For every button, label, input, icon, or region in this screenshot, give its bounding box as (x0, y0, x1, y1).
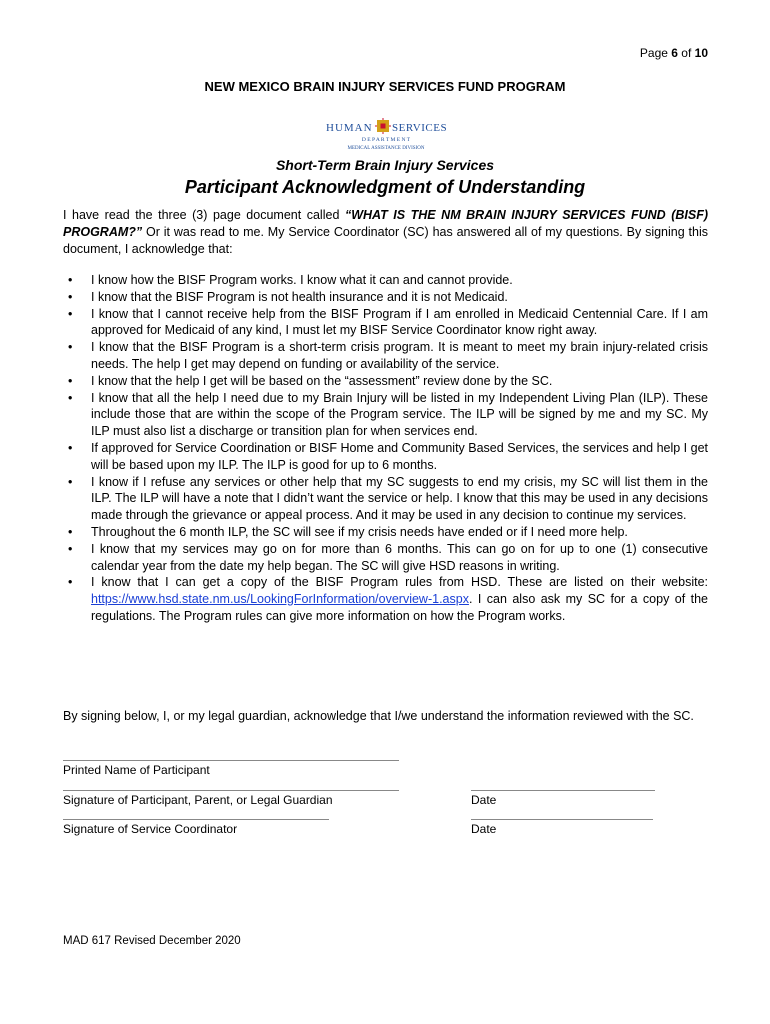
program-title: NEW MEXICO BRAIN INJURY SERVICES FUND PROGRAM (204, 79, 566, 94)
page-of: of (677, 46, 695, 60)
participant-signature-line[interactable] (63, 790, 399, 791)
list-item: • I know how the BISF Program works. I know what it can and cannot provide. (63, 272, 708, 289)
date-line-2[interactable] (471, 819, 653, 820)
form-footer: MAD 617 Revised December 2020 (63, 935, 241, 947)
list-item: • Throughout the 6 month ILP, the SC will see if my crisis needs have ended or if I need more help. (63, 524, 708, 541)
acknowledgment-list (63, 272, 708, 625)
intro-paragraph (63, 207, 708, 257)
logo-text-division: MEDICAL ASSISTANCE DIVISION (347, 146, 425, 151)
list-item: • I know that the BISF Program is a short-term crisis program. It is meant to meet my brain injury-related crisis needs. The help I get may depend on funding or availability of the service. (63, 339, 708, 373)
list-item: • I know that I cannot receive help from the BISF Program if I am enrolled in Medicaid Centennial Care. If I am approved for Medicaid of any kind, I must let my BISF Service Coordinator know right away. (63, 306, 708, 340)
rules-before: I know that I can get a copy of the BISF Program rules from HSD. These are listed on their website: (91, 575, 708, 590)
logo-text-department: D E P A R T M E N T (361, 137, 411, 143)
date-line-1[interactable] (471, 790, 655, 791)
coordinator-signature-line[interactable] (63, 819, 329, 820)
participant-signature-label: Signature of Participant, Parent, or Legal Guardian (63, 793, 333, 807)
hsd-rules-link[interactable]: https://www.hsd.state.nm.us/LookingForInformation/overview-1.aspx (91, 592, 469, 607)
list-item: • I know that the help I get will be based on the “assessment” review done by the SC. (63, 373, 708, 390)
page-current: 6 (671, 46, 678, 60)
hsd-logo (322, 118, 450, 154)
list-item: • I know if I refuse any services or other help that my SC suggests to end my crisis, my SC will list them in the ILP. The ILP will have a note that I didn’t want the service or help. I know that this may be used in any decisions made through the grievance or appeal process. And it may be used in any decision to continue my services. (63, 474, 708, 524)
date-label-1: Date (471, 793, 497, 807)
zia-sun-icon (375, 118, 391, 134)
list-item: • If approved for Service Coordination or BISF Home and Community Based Services, the services and help I get will be based upon my ILP. The ILP is good for up to 6 months. (63, 440, 708, 474)
page-prefix: Page (639, 46, 672, 60)
page-number (640, 46, 708, 60)
document-title: Participant Acknowledgment of Understanding (184, 177, 586, 197)
page-total: 10 (694, 46, 708, 60)
printed-name-line[interactable] (63, 760, 399, 761)
intro-before: I have read the three (3) page document called (63, 208, 345, 222)
document-subtitle: Short-Term Brain Injury Services (275, 157, 495, 173)
intro-after: Or it was read to me. My Service Coordinator (SC) has answered all of my questions. By signing this document, I acknowledge that: (63, 224, 708, 256)
list-item: • I know that all the help I need due to my Brain Injury will be listed in my Independent Living Plan (ILP). These include those that are within the scope of the Program service. The ILP will be signed by me and my SC. My ILP must also list a discharge or transition plan for when services end. (63, 390, 708, 440)
list-item: • I know that my services may go on for more than 6 months. This can go on for up to one (1) consecutive calendar year from the date my help began. The SC will give HSD reasons in writing. (63, 541, 708, 575)
logo-text-human: HUMAN (326, 122, 373, 134)
list-item: • I know that the BISF Program is not health insurance and it is not Medicaid. (63, 289, 708, 306)
intro-doc-title: “WHAT IS THE NM BRAIN INJURY SERVICES FUND (BISF) PROGRAM?” (63, 208, 708, 239)
list-item-rules (63, 574, 708, 624)
coordinator-signature-label: Signature of Service Coordinator (63, 822, 238, 836)
date-label-2: Date (471, 822, 497, 836)
signing-statement: By signing below, I, or my legal guardian, acknowledge that I/we understand the information reviewed with the SC. (63, 709, 694, 723)
rules-after: . I can also ask my SC for a copy of the regulations. The Program rules can give more information on how the Program works. (91, 592, 708, 623)
printed-name-label: Printed Name of Participant (63, 763, 210, 777)
logo-text-services: SERVICES (392, 122, 448, 134)
